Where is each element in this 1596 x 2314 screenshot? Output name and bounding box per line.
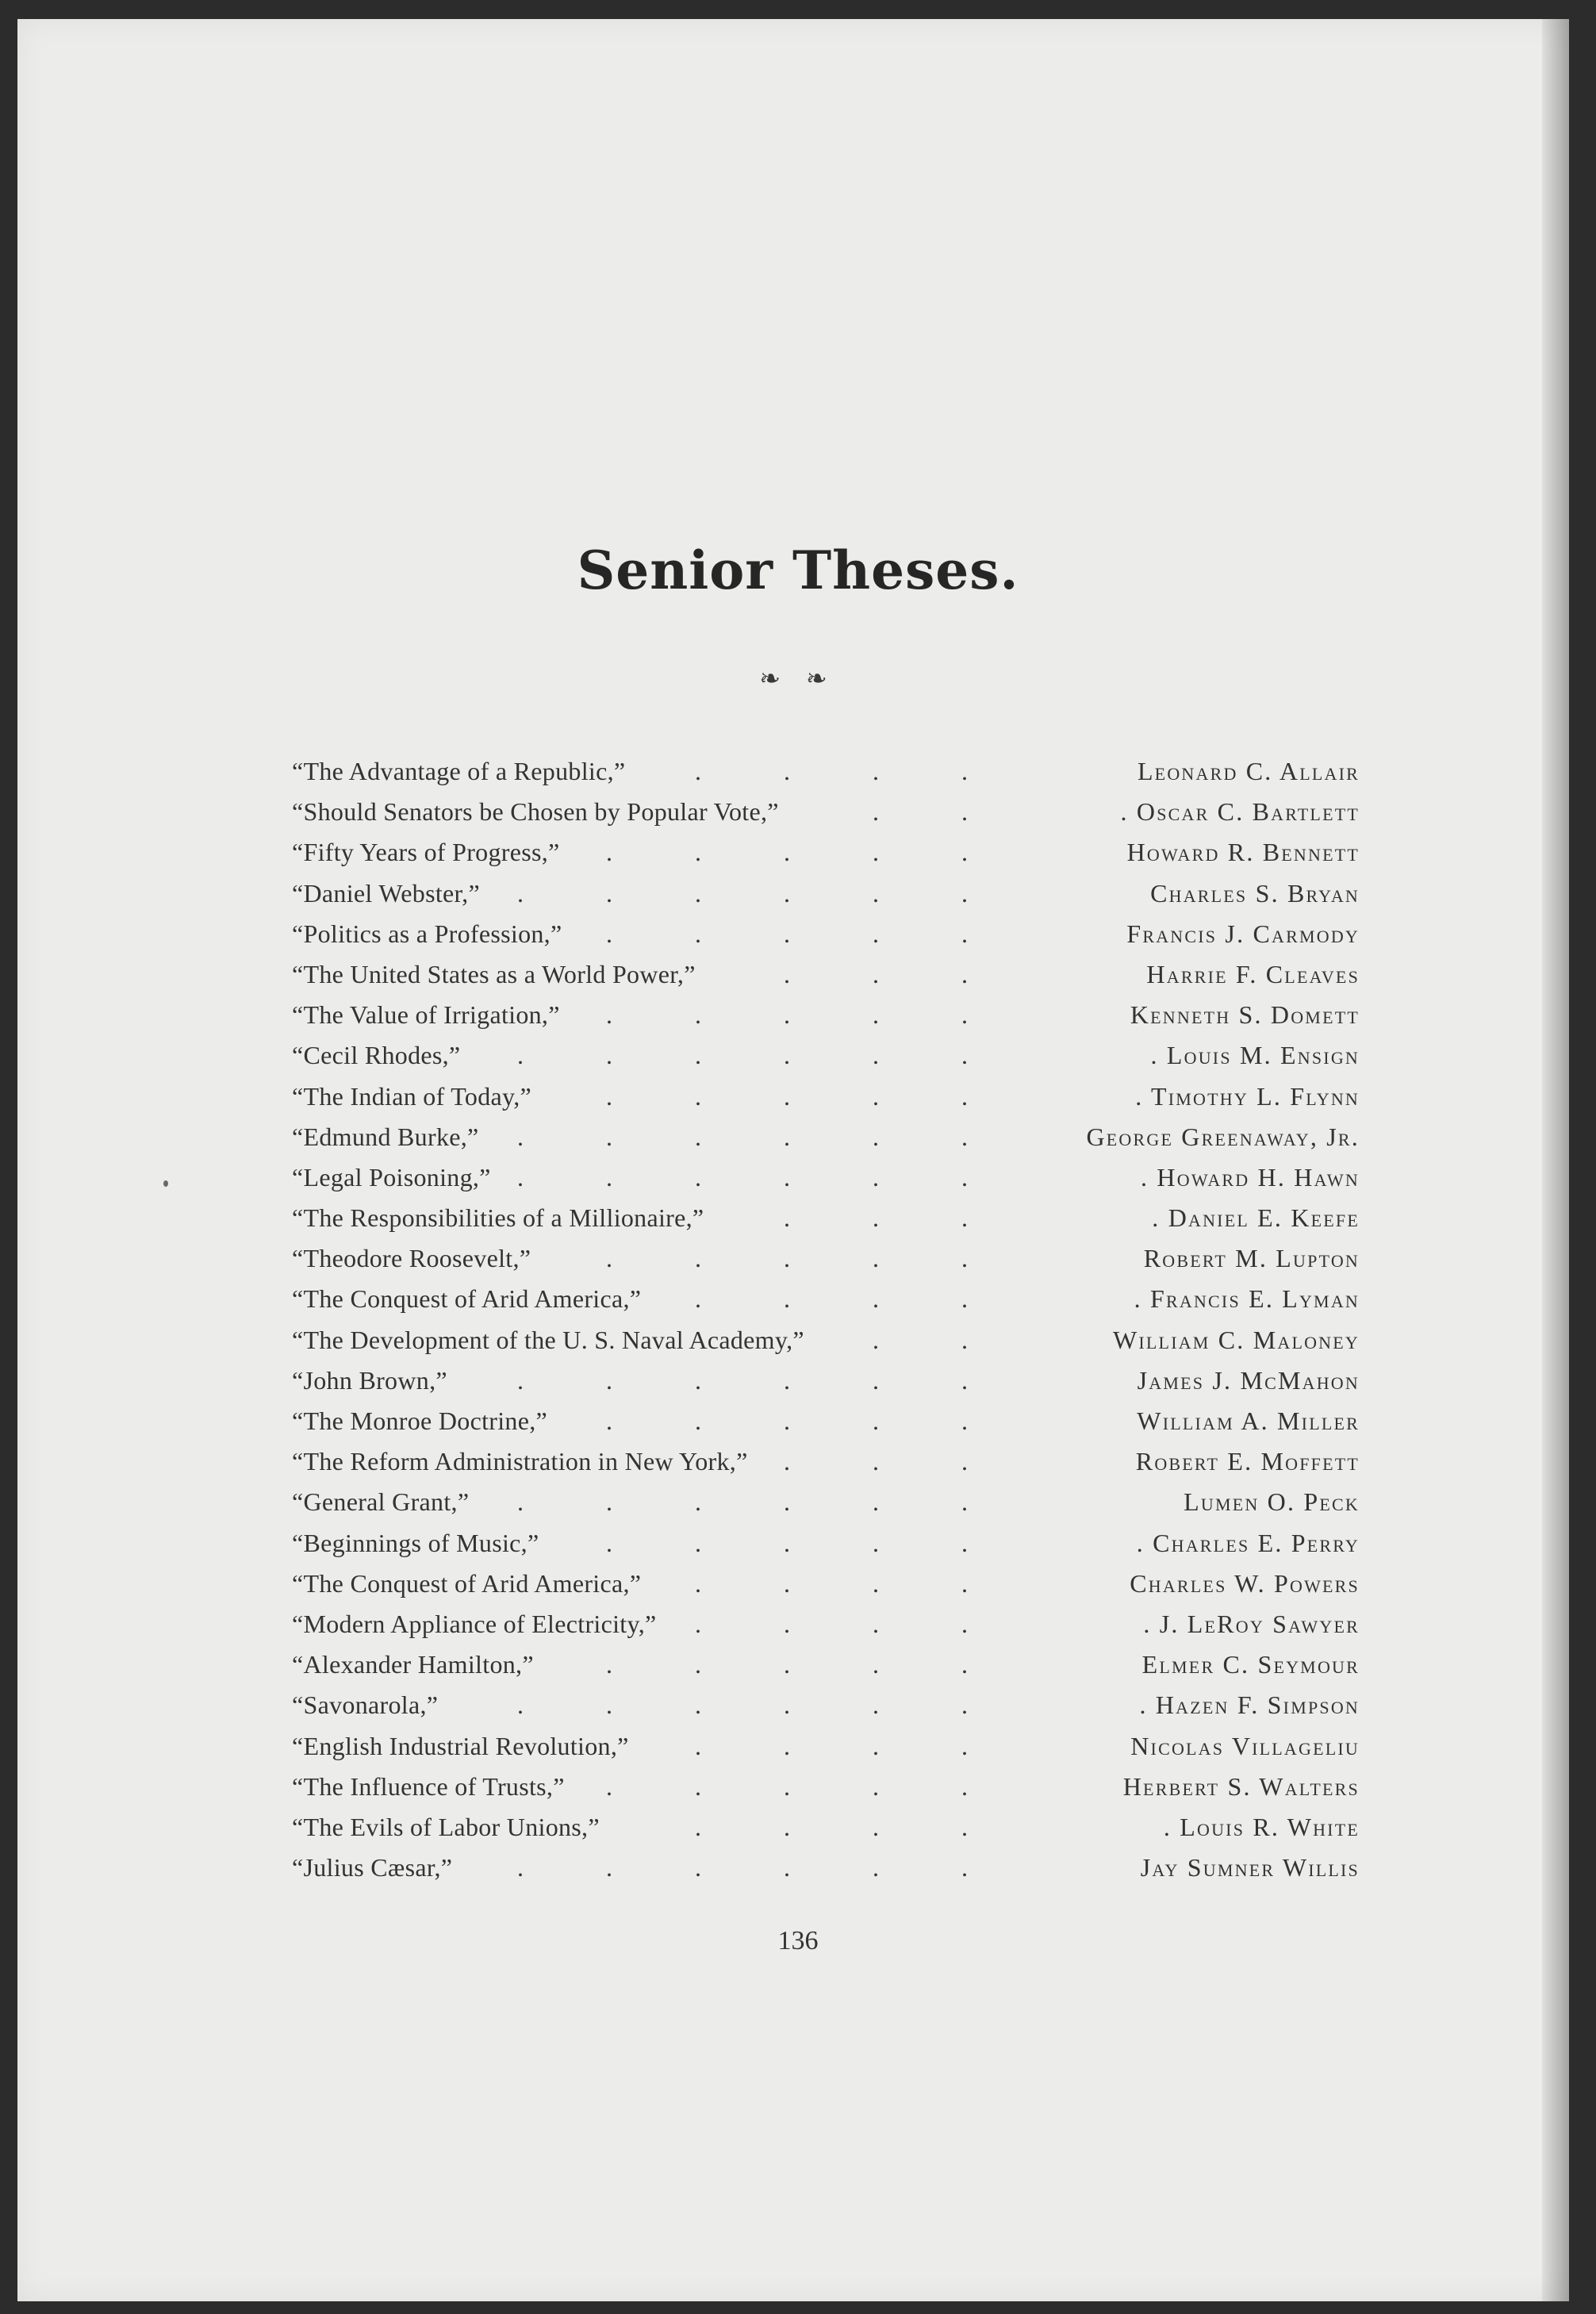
thesis-row [292,1605,1360,1645]
page-edge-shadow [1542,19,1569,2301]
dot-leaders [292,757,990,789]
dot-leaders [292,838,990,869]
leader-dot: . [606,1081,612,1111]
leader-dot: . [784,1244,790,1273]
thesis-author: . Charles E. Perry [1136,1528,1360,1557]
leader-dot: . [961,1528,968,1557]
leader-dot: . [961,1812,968,1841]
thesis-title: “Beginnings of Music,” [292,1528,539,1557]
thesis-author: . Daniel E. Keefe [1152,1203,1360,1233]
thesis-author: Charles W. Powers [1130,1568,1360,1598]
leader-dot: . [695,1568,701,1598]
leader-dot: . [695,1365,701,1395]
leader-dot: . [961,1162,968,1192]
leader-dot: . [784,1528,790,1557]
thesis-row [292,996,1360,1036]
leader-dot: . [517,1365,524,1395]
leader-dot: . [517,1041,524,1070]
leader-dot: . [961,838,968,867]
thesis-author: Jay Sumner Willis [1140,1853,1360,1882]
thesis-row [292,1524,1360,1564]
thesis-author: Howard R. Bennett [1126,838,1360,867]
leader-dot: . [873,1528,879,1557]
leader-dot: . [961,1000,968,1030]
thesis-author: Robert E. Moffett [1135,1447,1360,1476]
thesis-title: “Cecil Rhodes,” [292,1041,461,1070]
leader-dot: . [873,878,879,908]
leader-dot: . [961,919,968,948]
leader-dot: . [873,919,879,948]
leader-dot: . [784,1771,790,1801]
thesis-title: “The Reform Administration in New York,” [292,1447,748,1476]
leader-dot: . [784,1650,790,1679]
thesis-title: “The Conquest of Arid America,” [292,1568,642,1598]
leader-dot: . [784,1731,790,1760]
thesis-row [292,1808,1360,1848]
dot-leaders [292,1569,990,1601]
dot-leaders [292,1610,990,1641]
leader-dot: . [784,1162,790,1192]
thesis-title: “Legal Poisoning,” [292,1162,491,1192]
leader-dot: . [695,1731,701,1760]
leader-dot: . [784,1122,790,1151]
leader-dot: . [784,1041,790,1070]
thesis-title: “The Development of the U. S. Naval Academy,” [292,1325,804,1354]
theses-list [292,752,1360,1889]
leader-dot: . [784,1203,790,1233]
leader-dot: . [873,1406,879,1435]
thesis-title: “Theodore Roosevelt,” [292,1244,531,1273]
leader-dot: . [873,1284,879,1314]
leader-dot: . [606,1528,612,1557]
thesis-author: George Greenaway, Jr. [1086,1122,1360,1151]
thesis-row [292,1239,1360,1280]
leader-dot: . [784,838,790,867]
thesis-row [292,874,1360,915]
leader-dot: . [517,1690,524,1720]
thesis-title: “Modern Appliance of Electricity,” [292,1609,657,1638]
leader-dot: . [784,878,790,908]
dot-leaders [292,1203,990,1235]
leader-dot: . [873,1853,879,1882]
ink-speck [163,1180,168,1187]
leader-dot: . [606,1122,612,1151]
leader-dot: . [961,797,968,827]
leader-dot: . [606,1244,612,1273]
thesis-author: James J. McMahon [1137,1365,1360,1395]
dot-leaders [292,879,990,911]
leader-dot: . [961,1325,968,1354]
leader-dot: . [695,1609,701,1638]
leader-dot: . [784,1853,790,1882]
dot-leaders [292,1447,990,1479]
thesis-title: “The Evils of Labor Unions,” [292,1812,600,1841]
leader-dot: . [961,1447,968,1476]
thesis-author: . Louis M. Ensign [1150,1041,1360,1070]
leader-dot: . [873,1771,879,1801]
leader-dot: . [961,1406,968,1435]
leader-dot: . [784,959,790,988]
thesis-title: “The Responsibilities of a Millionaire,” [292,1203,704,1233]
leader-dot: . [784,1609,790,1638]
dot-leaders [292,1650,990,1682]
leader-dot: . [606,1041,612,1070]
page-title: Senior Theses. [577,539,1019,601]
thesis-author: Nicolas Villageliu [1130,1731,1360,1760]
leader-dot: . [873,1365,879,1395]
leader-dot: . [517,1122,524,1151]
thesis-row [292,1280,1360,1320]
leader-dot: . [695,1081,701,1111]
leader-dot: . [873,1731,879,1760]
thesis-author: . Howard H. Hawn [1141,1162,1360,1192]
leader-dot: . [606,1771,612,1801]
thesis-row [292,1158,1360,1199]
thesis-author: Kenneth S. Domett [1130,1000,1360,1030]
leader-dot: . [695,838,701,867]
page-number: 136 [777,1926,819,1955]
dot-leaders [292,1000,990,1032]
thesis-row [292,1402,1360,1442]
ornament-divider: ❧ ❧ [759,664,837,693]
leader-dot: . [873,1162,879,1192]
leader-dot: . [784,919,790,948]
leader-dot: . [695,1528,701,1557]
leader-dot: . [695,1812,701,1841]
leader-dot: . [873,1568,879,1598]
dot-leaders [292,1284,990,1316]
leader-dot: . [873,1447,879,1476]
leader-dot: . [517,1853,524,1882]
leader-dot: . [606,1690,612,1720]
thesis-row [292,1199,1360,1239]
leader-dot: . [873,1041,879,1070]
thesis-row [292,1442,1360,1483]
leader-dot: . [606,1365,612,1395]
leader-dot: . [873,1487,879,1517]
leader-dot: . [784,1487,790,1517]
thesis-author: Charles S. Bryan [1150,878,1360,908]
thesis-row [292,955,1360,996]
dot-leaders [292,1772,990,1804]
leader-dot: . [961,1122,968,1151]
leader-dot: . [961,1650,968,1679]
leader-dot: . [784,1690,790,1720]
leader-dot: . [873,1203,879,1233]
thesis-author: . J. LeRoy Sawyer [1143,1609,1360,1638]
leader-dot: . [961,878,968,908]
leader-dot: . [873,1000,879,1030]
leader-dot: . [873,959,879,988]
thesis-title: “General Grant,” [292,1487,470,1517]
leader-dot: . [695,1690,701,1720]
leader-dot: . [606,878,612,908]
leader-dot: . [606,1162,612,1192]
leader-dot: . [873,838,879,867]
leader-dot: . [784,1081,790,1111]
leader-dot: . [695,1244,701,1273]
dot-leaders [292,797,990,829]
leader-dot: . [695,919,701,948]
leader-dot: . [873,757,879,785]
thesis-row [292,1483,1360,1523]
thesis-row [292,1321,1360,1361]
dot-leaders [292,1244,990,1276]
dot-leaders [292,960,990,992]
thesis-author: William C. Maloney [1112,1325,1360,1354]
thesis-title: “Daniel Webster,” [292,878,480,908]
leader-dot: . [695,1000,701,1030]
thesis-title: “Alexander Hamilton,” [292,1650,534,1679]
leader-dot: . [873,1081,879,1111]
thesis-row [292,915,1360,955]
leader-dot: . [695,1406,701,1435]
leader-dot: . [784,757,790,785]
leader-dot: . [695,1284,701,1314]
leader-dot: . [695,1487,701,1517]
leader-dot: . [695,1853,701,1882]
leader-dot: . [606,838,612,867]
dot-leaders [292,1082,990,1114]
thesis-author: Lumen O. Peck [1184,1487,1360,1517]
leader-dot: . [961,1081,968,1111]
thesis-row [292,1686,1360,1726]
leader-dot: . [961,1568,968,1598]
leader-dot: . [873,1325,879,1354]
dot-leaders [292,1326,990,1357]
dot-leaders [292,1813,990,1844]
thesis-author: Herbert S. Walters [1122,1771,1360,1801]
thesis-author: William A. Miller [1137,1406,1360,1435]
thesis-row [292,752,1360,792]
leader-dot: . [784,1284,790,1314]
leader-dot: . [606,1000,612,1030]
thesis-title: “The Influence of Trusts,” [292,1771,565,1801]
thesis-title: “The United States as a World Power,” [292,959,696,988]
leader-dot: . [961,959,968,988]
thesis-title: “Savonarola,” [292,1690,439,1720]
leader-dot: . [961,1771,968,1801]
leader-dot: . [961,1041,968,1070]
thesis-row [292,833,1360,873]
thesis-title: “Julius Cæsar,” [292,1853,453,1882]
leader-dot: . [517,878,524,908]
dot-leaders [292,1690,990,1722]
dot-leaders [292,1406,990,1438]
leader-dot: . [784,1000,790,1030]
thesis-title: “Politics as a Profession,” [292,919,562,948]
leader-dot: . [961,1244,968,1273]
leader-dot: . [517,1162,524,1192]
thesis-row [292,1645,1360,1686]
leader-dot: . [961,1853,968,1882]
thesis-author: Robert M. Lupton [1143,1244,1360,1273]
thesis-title: “John Brown,” [292,1365,447,1395]
thesis-title: “English Industrial Revolution,” [292,1731,629,1760]
leader-dot: . [606,1853,612,1882]
leader-dot: . [606,1650,612,1679]
leader-dot: . [784,1365,790,1395]
thesis-row [292,792,1360,833]
thesis-row [292,1036,1360,1076]
dot-leaders [292,1732,990,1763]
leader-dot: . [961,1731,968,1760]
thesis-author: Francis J. Carmody [1126,919,1360,948]
thesis-title: “Edmund Burke,” [292,1122,479,1151]
leader-dot: . [695,757,701,785]
dot-leaders [292,1122,990,1154]
thesis-title: “The Indian of Today,” [292,1081,532,1111]
thesis-title: “The Advantage of a Republic,” [292,757,626,785]
leader-dot: . [873,1244,879,1273]
dot-leaders [292,1041,990,1073]
leader-dot: . [873,1812,879,1841]
thesis-author: . Hazen F. Simpson [1139,1690,1360,1720]
dot-leaders [292,1163,990,1195]
thesis-author: . Louis R. White [1163,1812,1360,1841]
thesis-row [292,1564,1360,1605]
thesis-title: “Should Senators be Chosen by Popular Vote,” [292,797,779,827]
dot-leaders [292,1853,990,1885]
thesis-author: . Timothy L. Flynn [1135,1081,1360,1111]
leader-dot: . [606,1406,612,1435]
thesis-author: Leonard C. Allair [1137,757,1360,785]
leader-dot: . [784,1812,790,1841]
leader-dot: . [784,1568,790,1598]
leader-dot: . [873,1650,879,1679]
leader-dot: . [961,1609,968,1638]
leader-dot: . [961,1690,968,1720]
leader-dot: . [695,1122,701,1151]
thesis-author: Harrie F. Cleaves [1146,959,1360,988]
leader-dot: . [695,1771,701,1801]
leader-dot: . [961,1284,968,1314]
thesis-author: . Francis E. Lyman [1134,1284,1360,1314]
leader-dot: . [695,1650,701,1679]
leader-dot: . [784,1406,790,1435]
leader-dot: . [695,878,701,908]
dot-leaders [292,1529,990,1560]
leader-dot: . [517,1487,524,1517]
leader-dot: . [695,1041,701,1070]
leader-dot: . [873,1690,879,1720]
leader-dot: . [873,797,879,827]
thesis-author: Elmer C. Seymour [1141,1650,1360,1679]
leader-dot: . [873,1609,879,1638]
thesis-title: “The Conquest of Arid America,” [292,1284,642,1314]
leader-dot: . [873,1122,879,1151]
leader-dot: . [961,1365,968,1395]
dot-leaders [292,1487,990,1519]
leader-dot: . [606,919,612,948]
thesis-row [292,1848,1360,1889]
thesis-author: . Oscar C. Bartlett [1120,797,1360,827]
thesis-title: “Fifty Years of Progress,” [292,838,560,867]
thesis-row [292,1077,1360,1118]
leader-dot: . [784,1447,790,1476]
dot-leaders [292,1366,990,1398]
leader-dot: . [961,1487,968,1517]
thesis-title: “The Value of Irrigation,” [292,1000,560,1030]
dot-leaders [292,919,990,951]
thesis-row [292,1767,1360,1808]
thesis-row [292,1361,1360,1402]
leader-dot: . [695,1162,701,1192]
leader-dot: . [606,1487,612,1517]
thesis-title: “The Monroe Doctrine,” [292,1406,548,1435]
leader-dot: . [961,1203,968,1233]
thesis-row [292,1118,1360,1158]
leader-dot: . [961,757,968,785]
thesis-row [292,1727,1360,1767]
